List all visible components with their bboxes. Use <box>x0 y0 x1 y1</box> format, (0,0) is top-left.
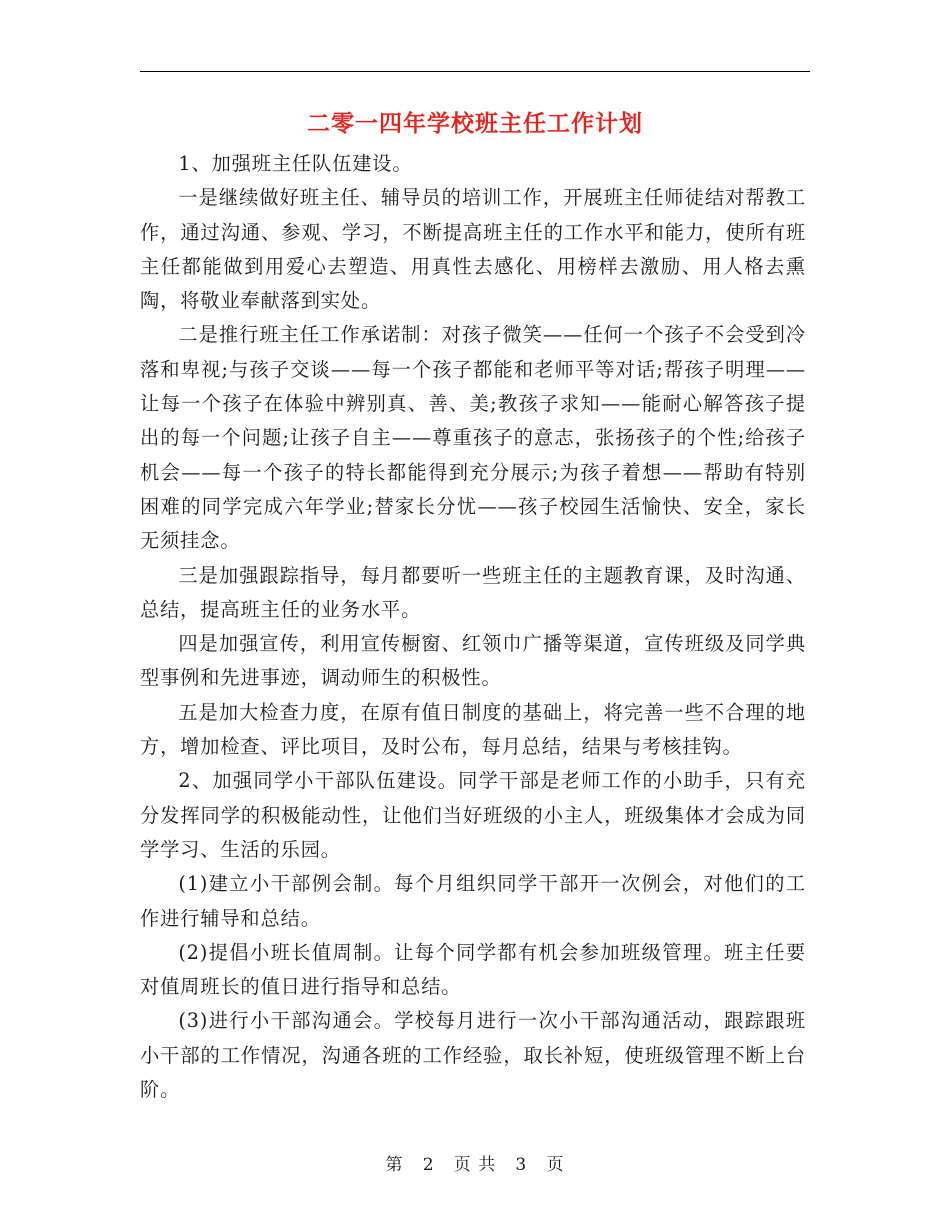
paragraph-commitment: 二是推行班主任工作承诺制：对孩子微笑——任何一个孩子不会受到冷落和卑视;与孩子交谈——每一个孩子都能和老师平等对话;帮孩子明理——让每一个孩子在体验中辨别真、善、美;教孩子求知——能耐心解答孩子提出的每一个问题;让孩子自主——尊重孩子的意志，张扬孩子的个性;给孩子机会——每一个孩子的特长都能得到充分展示;为孩子着想——帮助有特别困难的同学完成六年学业;替家长分忧——孩子校园生活愉快、安全，家长无须挂念。 <box>140 323 806 553</box>
paragraph-item-3: (3)进行小干部沟通会。学校每月进行一次小干部沟通活动，跟踪跟班小干部的工作情况，沟通各班的工作经验，取长补短，使班级管理不断上台阶。 <box>140 1009 806 1102</box>
paragraph-section-2: 2、加强同学小干部队伍建设。同学干部是老师工作的小助手，只有充分发挥同学的积极能动性，让他们当好班级的小主人，班级集体才会成为同学学习、生活的乐园。 <box>140 769 806 861</box>
paragraph-publicity: 四是加强宣传，利用宣传橱窗、红领巾广播等渠道，宣传班级及同学典型事例和先进事迹，调动师生的积极性。 <box>140 632 806 690</box>
paragraph-guidance: 三是加强跟踪指导，每月都要听一些班主任的主题教育课，及时沟通、总结，提高班主任的业务水平。 <box>140 563 806 621</box>
footer-suffix: 页 <box>546 1155 565 1175</box>
footer-current-page: 2 <box>422 1155 435 1175</box>
header-rule <box>140 71 810 72</box>
footer-mid: 页 共 <box>453 1155 497 1175</box>
paragraph-training: 一是继续做好班主任、辅导员的培训工作，开展班主任师徒结对帮教工作，通过沟通、参观、学习，不断提高班主任的工作水平和能力，使所有班主任都能做到用爱心去塑造、用真性去感化、用榜样去激励、用人格去熏陶，将敬业奉献落到实处。 <box>140 186 806 313</box>
paragraph-section-1-heading: 1、加强班主任队伍建设。 <box>178 152 413 175</box>
paragraph-item-1: (1)建立小干部例会制。每个月组织同学干部开一次例会，对他们的工作进行辅导和总结。 <box>140 872 806 930</box>
footer-prefix: 第 <box>385 1155 404 1175</box>
document-body <box>140 147 806 1107</box>
page-footer <box>140 1153 810 1177</box>
document-title: 二零一四年学校班主任工作计划 <box>307 111 643 137</box>
footer-total-pages: 3 <box>515 1155 528 1175</box>
paragraph-item-2: (2)提倡小班长值周制。让每个同学都有机会参加班级管理。班主任要对值周班长的值日进行指导和总结。 <box>140 940 806 999</box>
paragraph-inspection: 五是加大检查力度，在原有值日制度的基础上，将完善一些不合理的地方，增加检查、评比项目，及时公布，每月总结，结果与考核挂钩。 <box>140 700 806 759</box>
